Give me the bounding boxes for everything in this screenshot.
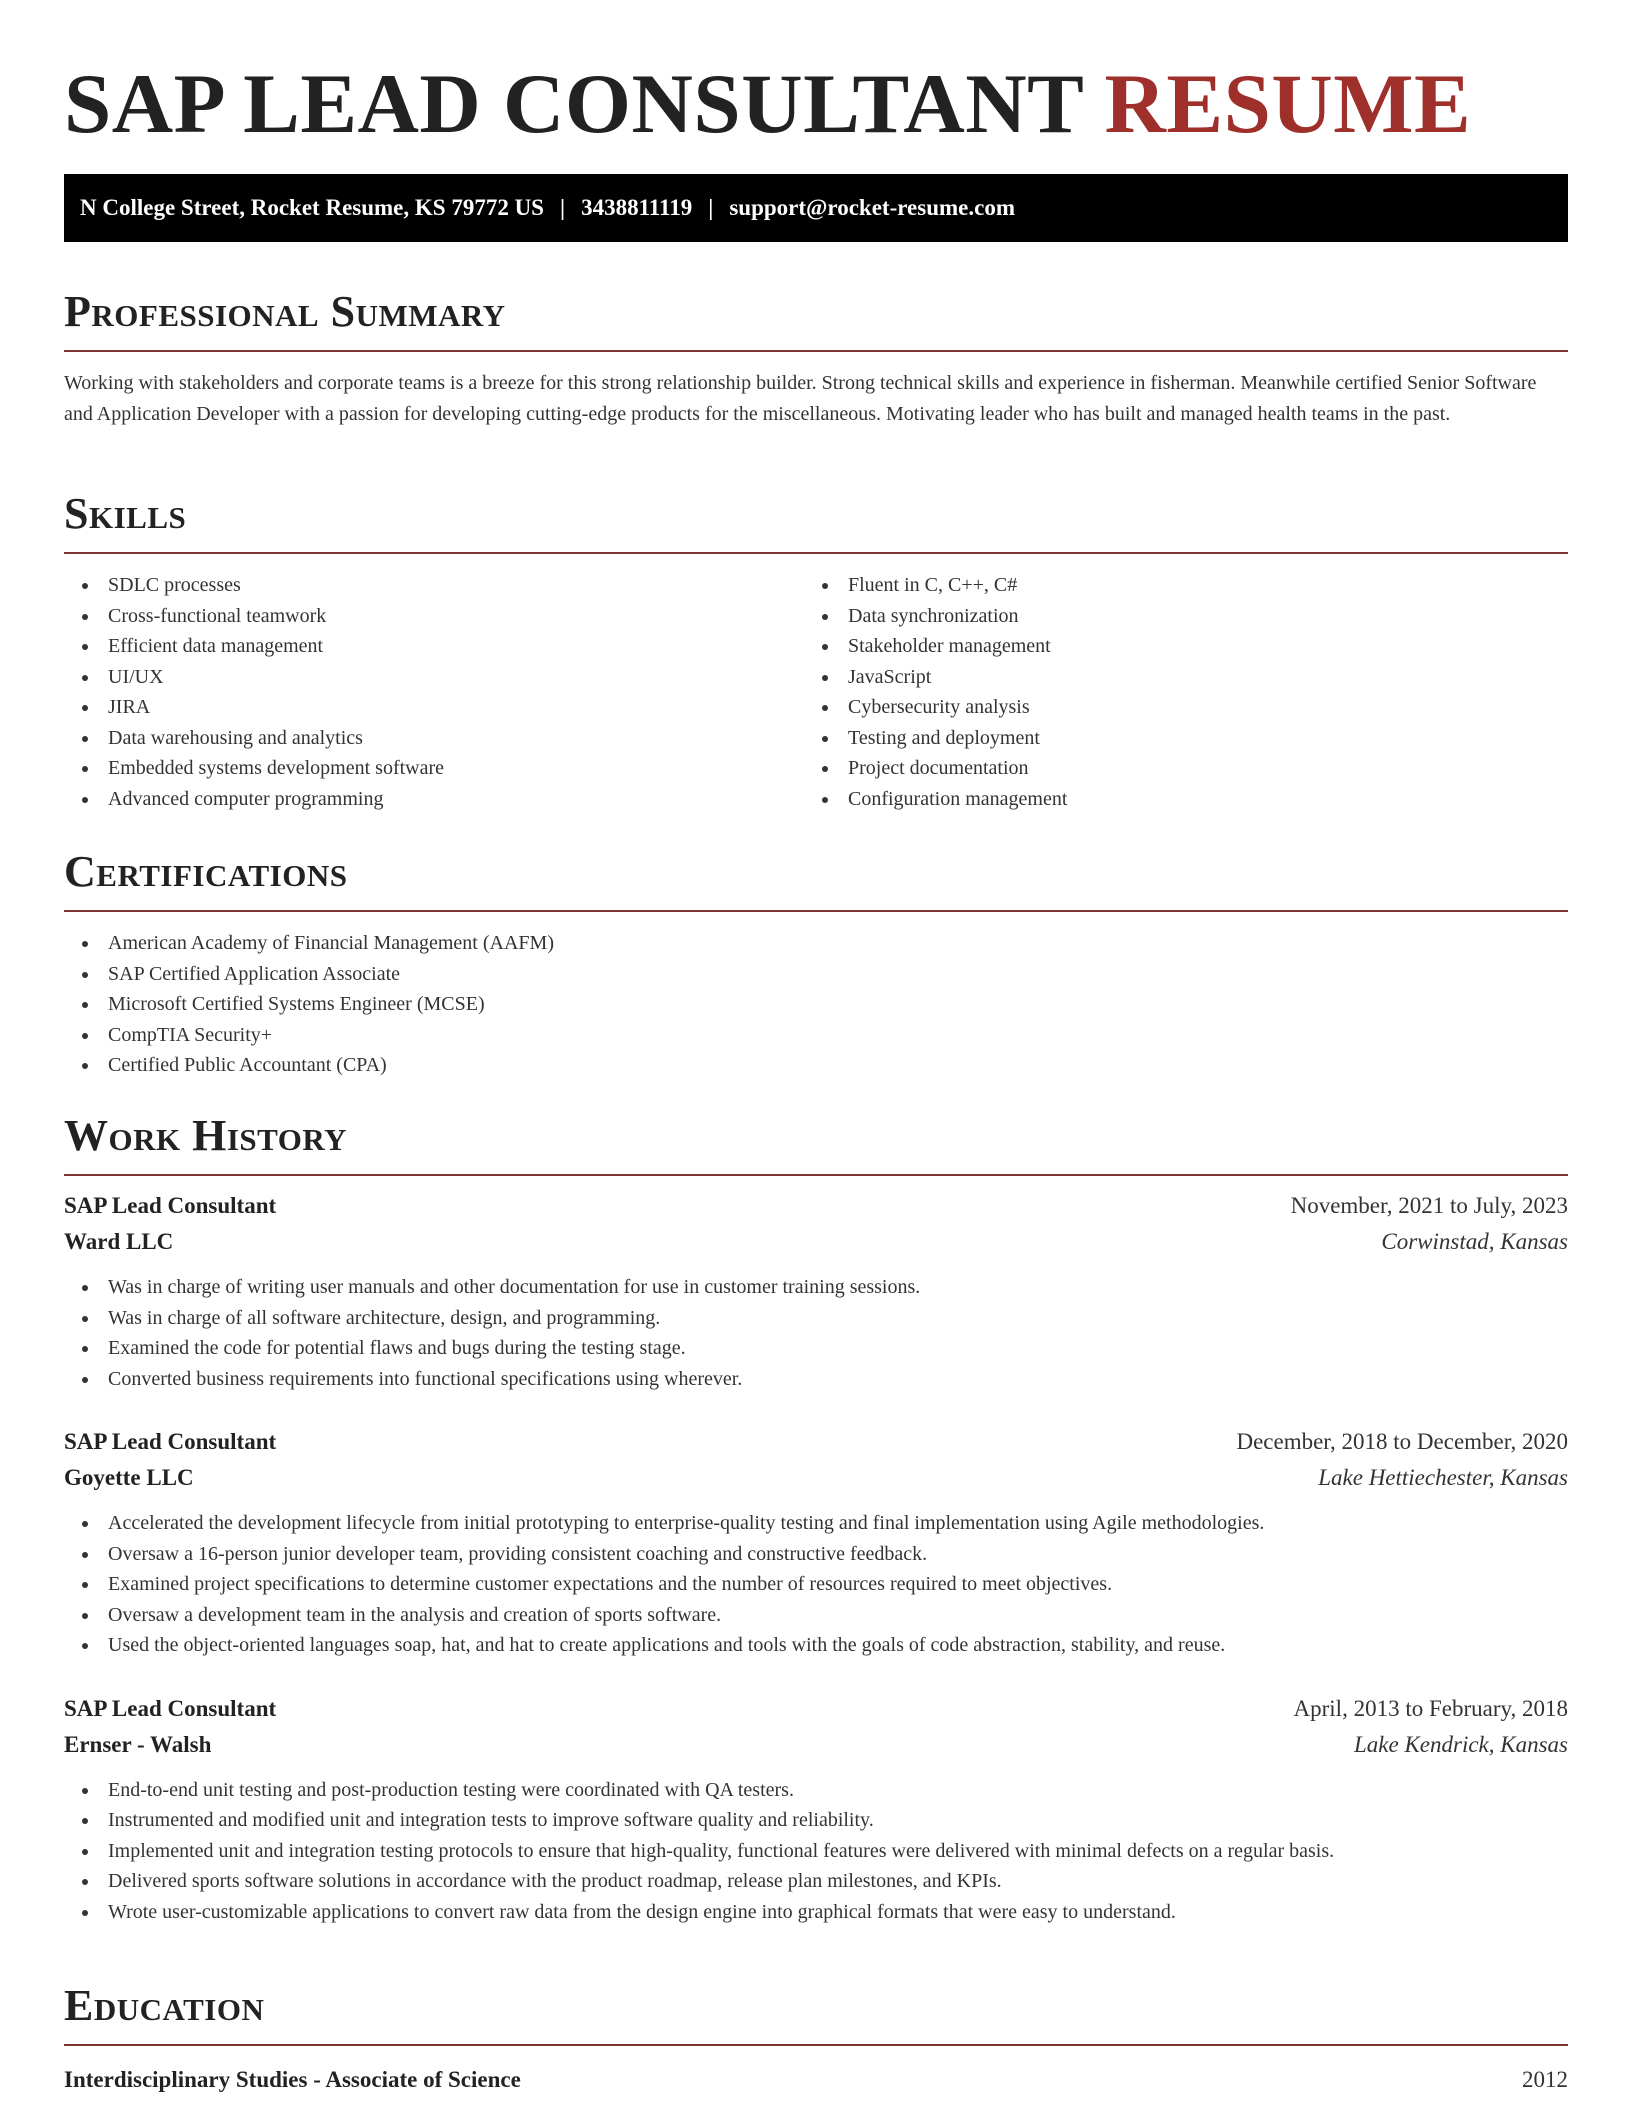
contact-address: N College Street, Rocket Resume, KS 79772 US (80, 195, 544, 220)
job-company-row (64, 1727, 1568, 1763)
job-bullets (64, 1508, 1568, 1661)
job-header-row (64, 1188, 1568, 1224)
job-bullet: Converted business requirements into functional specifications using wherever. (64, 1364, 1568, 1395)
skill-item: SDLC processes (64, 570, 804, 601)
job-company: Goyette LLC (64, 1465, 194, 1490)
education-entry (64, 2062, 1568, 2098)
section-heading: Education (64, 1981, 265, 2030)
resume-title (64, 0, 1568, 152)
professional-summary-section (64, 286, 1568, 430)
job-bullet: Oversaw a 16-person junior developer team, providing consistent coaching and constructive feedback. (64, 1539, 1568, 1570)
job-bullet: End-to-end unit testing and post-production testing were coordinated with QA testers. (64, 1775, 1568, 1806)
summary-text: Working with stakeholders and corporate teams is a breeze for this strong relationship builder. Strong technical skills and experience in fisherman. Meanwhile certified Senior Software and Application Developer with a passion for developing cutting-edge products for the miscellaneous. Motivating leader who has built and managed health teams in the past. (64, 372, 1537, 425)
job-location: Corwinstad, Kansas (1381, 1229, 1568, 1254)
skill-item: Stakeholder management (804, 631, 1544, 662)
job-dates: November, 2021 to July, 2023 (1290, 1193, 1568, 1218)
contact-bar (64, 174, 1568, 242)
job-bullet: Instrumented and modified unit and integration tests to improve software quality and reliability. (64, 1805, 1568, 1836)
skills-grid (64, 570, 1568, 814)
job-entry (64, 1691, 1568, 1928)
job-location: Lake Hettiechester, Kansas (1318, 1465, 1568, 1490)
skill-item: Data warehousing and analytics (64, 723, 804, 754)
education-year: 2012 (1522, 2067, 1568, 2092)
skills-section (64, 488, 1568, 814)
section-divider (64, 350, 1568, 352)
section-heading: Skills (64, 489, 187, 538)
job-bullet: Used the object-oriented languages soap, hat, and hat to create applications and tools with the goals of code abstraction, stability, and reuse. (64, 1630, 1568, 1661)
job-dates: April, 2013 to February, 2018 (1293, 1695, 1568, 1721)
job-title: SAP Lead Consultant (64, 1695, 277, 1721)
job-bullets (64, 1775, 1568, 1928)
certification-item: American Academy of Financial Management (AAFM) (64, 928, 1568, 959)
work-history-section (64, 1110, 1568, 1927)
skills-list-right (804, 570, 1544, 814)
skill-item: Data synchronization (804, 601, 1544, 632)
skill-item: Project documentation (804, 753, 1544, 784)
job-bullet: Examined project specifications to determine customer expectations and the number of resources required to meet objectives. (64, 1569, 1568, 1600)
education-degree: Interdisciplinary Studies - Associate of Science (64, 2067, 521, 2092)
section-divider (64, 1174, 1568, 1176)
job-company-row (64, 1224, 1568, 1260)
section-heading: Work History (64, 1111, 348, 1160)
certifications-section (64, 846, 1568, 1081)
contact-phone: 3438811119 (581, 195, 693, 220)
job-header-row (64, 1424, 1568, 1460)
skill-item: Cross-functional teamwork (64, 601, 804, 632)
job-bullets (64, 1272, 1568, 1394)
skill-item: Embedded systems development software (64, 753, 804, 784)
job-company: Ernser - Walsh (64, 1731, 212, 1757)
certification-item: CompTIA Security+ (64, 1020, 1568, 1051)
job-bullet: Delivered sports software solutions in accordance with the product roadmap, release plan milestones, and KPIs. (64, 1866, 1568, 1897)
certifications-list (64, 928, 1568, 1081)
contact-separator: | (559, 195, 566, 220)
job-dates: December, 2018 to December, 2020 (1236, 1429, 1568, 1454)
skill-item: JIRA (64, 692, 804, 723)
job-bullet: Examined the code for potential flaws and bugs during the testing stage. (64, 1333, 1568, 1364)
title-accent: RESUME (1104, 57, 1472, 151)
title-main: SAP LEAD CONSULTANT (64, 57, 1083, 151)
skills-list-left (64, 570, 804, 814)
job-location: Lake Kendrick, Kansas (1353, 1731, 1568, 1757)
certification-item: SAP Certified Application Associate (64, 959, 1568, 990)
job-bullet: Was in charge of all software architecture, design, and programming. (64, 1303, 1568, 1334)
job-entry (64, 1424, 1568, 1661)
job-entry (64, 1188, 1568, 1394)
skill-item: UI/UX (64, 662, 804, 693)
section-heading: Professional Summary (64, 287, 506, 336)
section-heading: Certifications (64, 847, 348, 896)
job-header-row (64, 1691, 1568, 1727)
contact-email: support@rocket-resume.com (729, 195, 1015, 220)
section-divider (64, 2044, 1568, 2046)
skill-item: Configuration management (804, 784, 1544, 815)
job-bullet: Oversaw a development team in the analysis and creation of sports software. (64, 1600, 1568, 1631)
skill-item: JavaScript (804, 662, 1544, 693)
job-bullet: Accelerated the development lifecycle from initial prototyping to enterprise-quality testing and final implementation using Agile methodologies. (64, 1508, 1568, 1539)
section-divider (64, 552, 1568, 554)
job-title: SAP Lead Consultant (64, 1193, 277, 1218)
job-bullet: Implemented unit and integration testing protocols to ensure that high-quality, functional features were delivered with minimal defects on a regular basis. (64, 1836, 1568, 1867)
education-section (64, 1980, 1568, 2098)
skill-item: Testing and deployment (804, 723, 1544, 754)
job-company: Ward LLC (64, 1229, 174, 1254)
skill-item: Efficient data management (64, 631, 804, 662)
skill-item: Cybersecurity analysis (804, 692, 1544, 723)
contact-separator: | (708, 195, 714, 220)
job-title: SAP Lead Consultant (64, 1429, 277, 1454)
job-company-row (64, 1460, 1568, 1496)
skill-item: Fluent in C, C++, C# (804, 570, 1544, 601)
skill-item: Advanced computer programming (64, 784, 804, 815)
certification-item: Microsoft Certified Systems Engineer (MCSE) (64, 989, 1568, 1020)
certification-item: Certified Public Accountant (CPA) (64, 1050, 1568, 1081)
section-divider (64, 910, 1568, 912)
job-bullet: Was in charge of writing user manuals and other documentation for use in customer training sessions. (64, 1272, 1568, 1303)
job-bullet: Wrote user-customizable applications to convert raw data from the design engine into graphical formats that were easy to understand. (64, 1897, 1568, 1928)
